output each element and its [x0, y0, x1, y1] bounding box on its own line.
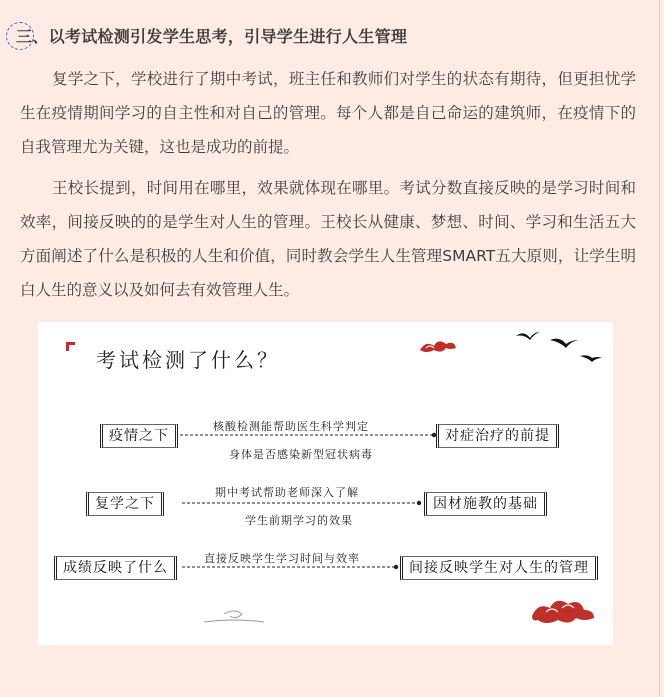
section-heading	[6, 20, 407, 50]
paragraph-2: 王校长提到，时间用在哪里，效果就体现在哪里。考试分数直接反映的是学习时间和效率，间接反映的的是学生对人生的管理。王校长从健康、梦想、时间、学习和生活五大方面阐述了什么是积极的人生和价值，同时教会学生人生管理SMART五大原则，让学生明白人生的意义以及如何去有效管理人生。	[20, 179, 636, 299]
row-1-left-box: 疫情之下	[100, 424, 178, 448]
row-2-left-box: 复学之下	[86, 492, 164, 516]
flying-birds-icon	[516, 332, 602, 362]
row-3-top-note: 直接反映学生学习时间与效率	[204, 552, 360, 565]
row-2-bottom-note: 学生前期学习的效果	[245, 514, 353, 527]
auspicious-cloud-icon	[420, 341, 456, 352]
row-2-top-note: 期中考试帮助老师深入了解	[215, 486, 359, 499]
row-3-right-box: 间接反映学生对人生的管理	[400, 556, 598, 580]
connector-dot	[417, 501, 421, 505]
figure-title: 考试检测了什么？	[96, 348, 280, 372]
row-3-left-box: 成绩反映了什么	[54, 556, 177, 580]
row-2-right-box: 因材施教的基础	[424, 492, 547, 516]
section-title: 三、以考试检测引发学生思考，引导学生进行人生管理	[16, 26, 408, 46]
page-right-border	[659, 0, 660, 697]
row-1-right-box: 对症治疗的前提	[436, 424, 559, 448]
paragraph-1: 复学之下，学校进行了期中考试，班主任和教师们对学生的状态有期待，但更担忧学生在疫情期间学习的自主性和对自己的管理。每个人都是自己命运的建筑师，在疫情下的自我管理尤为关键，这也是成功的前提。	[20, 70, 636, 156]
exam-figure	[38, 322, 613, 645]
row-1-bottom-note: 身体是否感染新型冠状病毒	[229, 448, 373, 461]
wave-swirl-icon	[204, 611, 264, 622]
auspicious-cloud-icon	[532, 601, 594, 623]
connector-dot	[394, 565, 398, 569]
row-1-top-note: 核酸检测能帮助医生科学判定	[213, 420, 369, 433]
